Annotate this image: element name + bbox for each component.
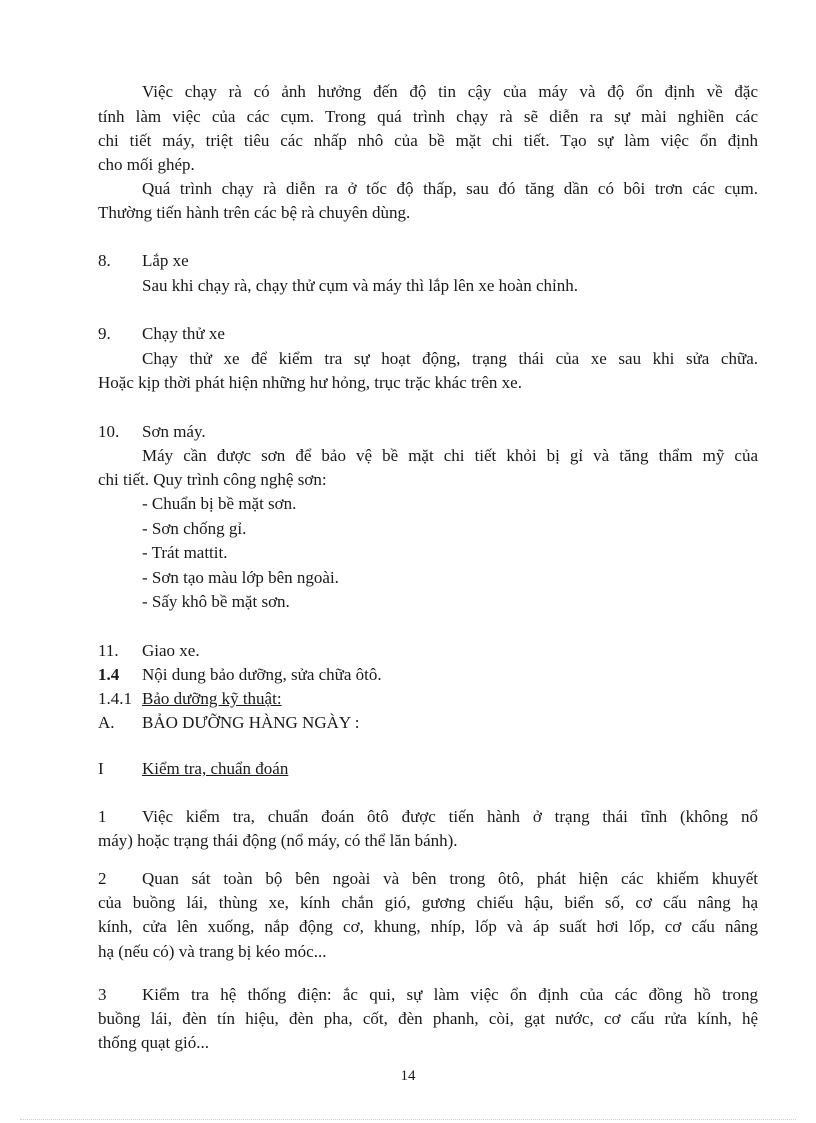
intro-p1-line: cho mối ghép. xyxy=(98,155,195,174)
step11-number: 11. xyxy=(98,641,119,660)
paint-step-item: - Sơn tạo màu lớp bên ngoài. xyxy=(142,568,339,587)
part-i-title: Kiểm tra, chuẩn đoán xyxy=(142,759,289,778)
step9-line: Chạy thử xe để kiểm tra sự hoạt động, trạng thái của xe sau khi sửa chữa. xyxy=(142,349,758,368)
intro-p2-line: Thường tiến hành trên các bệ rà chuyên dùng. xyxy=(98,203,411,222)
page-number: 14 xyxy=(400,1068,416,1084)
item2-number: 2 xyxy=(98,869,107,888)
item2-line: kính, cửa lên xuống, nắp động cơ, khung, nhíp, lốp và áp suất hơi lốp, cơ cấu nâng xyxy=(98,917,758,936)
step9-title: Chạy thử xe xyxy=(142,324,225,343)
item3-line: Kiểm tra hệ thống điện: ắc qui, sự làm việc ổn định của các đồng hồ trong xyxy=(142,985,758,1004)
paint-step-item: - Trát mattit. xyxy=(142,543,228,562)
page-bottom-border xyxy=(20,1119,796,1120)
item3-line: thống quạt gió... xyxy=(98,1033,209,1052)
item1-line: máy) hoặc trạng thái động (nổ máy, có thể lăn bánh). xyxy=(98,831,458,850)
paint-step-item: - Sấy khô bề mặt sơn. xyxy=(142,592,290,611)
subsection-number: 1.4.1 xyxy=(98,689,132,708)
step10-line: Máy cần được sơn để bảo vệ bề mặt chi tiết khỏi bị gỉ và tăng thẩm mỹ của xyxy=(142,446,758,465)
intro-p2-line: Quá trình chạy rà diễn ra ở tốc độ thấp, sau đó tăng dần có bôi trơn các cụm. xyxy=(142,179,758,198)
item1-number: 1 xyxy=(98,807,107,826)
intro-p1-line: chi tiết máy, triệt tiêu các nhấp nhô của bề mặt chi tiết. Tạo sự làm việc ổn định xyxy=(98,131,758,150)
step11-title: Giao xe. xyxy=(142,641,200,660)
section-number: 1.4 xyxy=(98,665,120,684)
step8-number: 8. xyxy=(98,251,111,270)
item3-line: buồng lái, đèn tín hiệu, đèn pha, cốt, đèn phanh, còi, gạt nước, cơ cấu rửa kính, hệ xyxy=(98,1009,758,1028)
part-i-label: I xyxy=(98,759,104,778)
step9-line: Hoặc kịp thời phát hiện những hư hỏng, trục trặc khác trên xe. xyxy=(98,373,522,392)
step10-line: chi tiết. Quy trình công nghệ sơn: xyxy=(98,470,327,489)
paint-step-item: - Sơn chống gỉ. xyxy=(142,519,247,538)
intro-p1-line: tính làm việc của các cụm. Trong quá trình chạy rà sẽ diễn ra sự mài nghiền các xyxy=(98,107,758,126)
subsection-title: Bảo dưỡng kỹ thuật: xyxy=(142,689,282,708)
step10-title: Sơn máy. xyxy=(142,422,206,441)
intro-p1-line: Việc chạy rà có ảnh hưởng đến độ tin cậy của máy và độ ổn định về đặc xyxy=(142,82,758,101)
item2-line: của buồng lái, thùng xe, kính chắn gió, gương chiếu hậu, biển số, cơ cấu nâng hạ xyxy=(98,893,758,912)
step9-number: 9. xyxy=(98,324,111,343)
step10-number: 10. xyxy=(98,422,120,441)
step8-title: Lắp xe xyxy=(142,251,189,270)
part-a-title: BẢO DƯỠNG HÀNG NGÀY : xyxy=(142,713,360,732)
part-a-label: A. xyxy=(98,713,115,732)
paint-step-item: - Chuẩn bị bề mặt sơn. xyxy=(142,494,297,513)
item2-line: Quan sát toàn bộ bên ngoài và bên trong ôtô, phát hiện các khiếm khuyết xyxy=(142,869,758,888)
step8-text: Sau khi chạy rà, chạy thử cụm và máy thì lắp lên xe hoàn chỉnh. xyxy=(142,276,578,295)
section-title: Nội dung bảo dưỡng, sửa chữa ôtô. xyxy=(142,665,382,684)
item3-number: 3 xyxy=(98,985,107,1004)
item2-line: hạ (nếu có) và trang bị kéo móc... xyxy=(98,942,327,961)
item1-line: Việc kiểm tra, chuẩn đoán ôtô được tiến hành ở trạng thái tĩnh (không nổ xyxy=(142,807,758,826)
